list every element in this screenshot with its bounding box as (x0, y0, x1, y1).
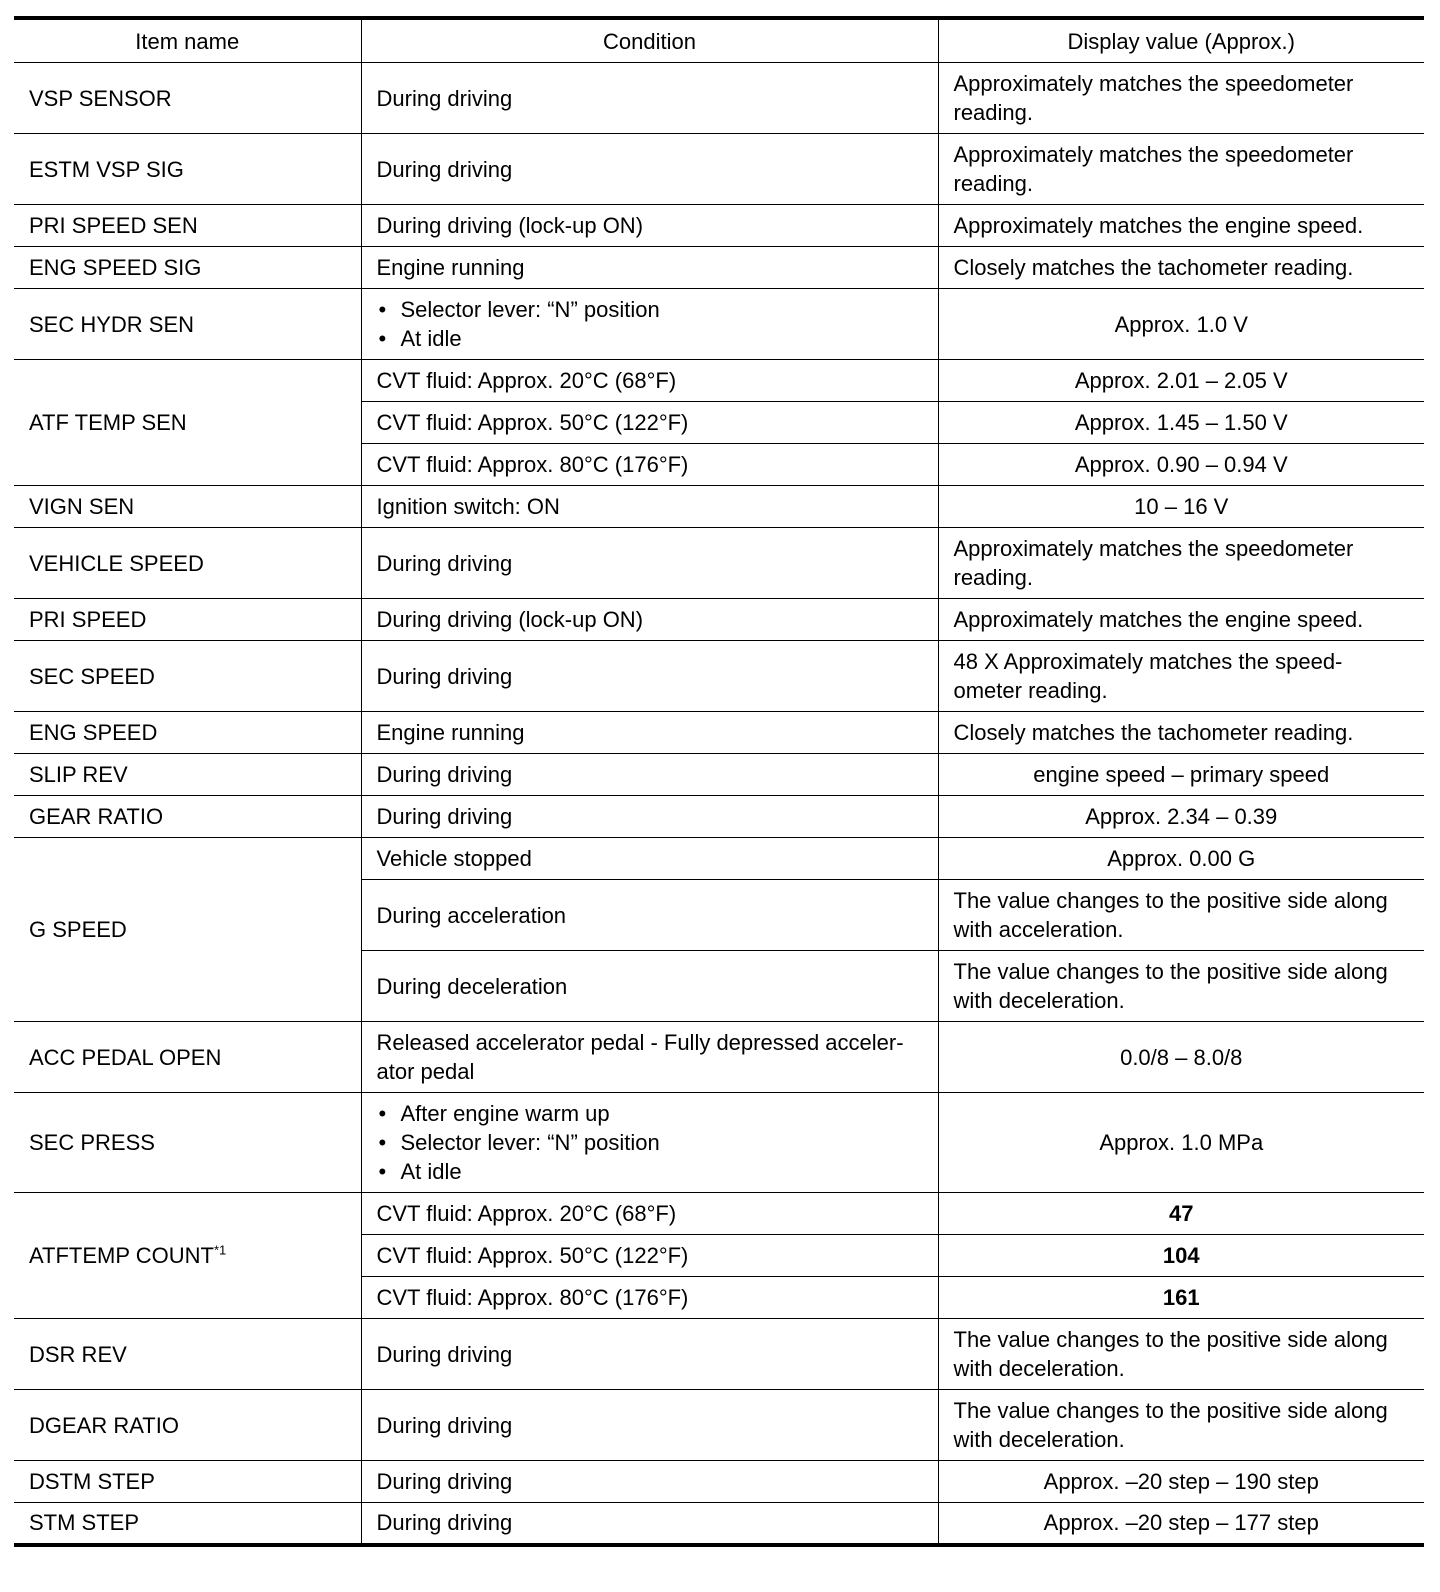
condition-bullet-list (377, 295, 923, 353)
condition: During driving (361, 1503, 938, 1545)
item-name: STM STEP (14, 1503, 361, 1545)
table-row (14, 796, 1424, 838)
display-value: Approximately matches the engine speed. (938, 205, 1424, 247)
condition: During driving (lock-up ON) (361, 205, 938, 247)
monitor-item-table (14, 16, 1424, 1547)
table-row (14, 712, 1424, 754)
condition-bullet: • Selector lever: “N” position (377, 295, 923, 324)
condition: During driving (361, 1390, 938, 1461)
condition: CVT fluid: Approx. 80°C (176°F) (361, 444, 938, 486)
table-row (14, 205, 1424, 247)
item-name: DSTM STEP (14, 1461, 361, 1503)
display-value: Approximately matches the engine speed. (938, 599, 1424, 641)
table-row (14, 247, 1424, 289)
item-name: SEC PRESS (14, 1093, 361, 1193)
header-condition: Condition (361, 18, 938, 63)
table-row (14, 599, 1424, 641)
table-row (14, 1093, 1424, 1193)
display-value: Approx. 2.34 – 0.39 (938, 796, 1424, 838)
display-value: Closely matches the tachometer reading. (938, 247, 1424, 289)
display-value: 47 (938, 1193, 1424, 1235)
condition: Ignition switch: ON (361, 486, 938, 528)
table-row (14, 1319, 1424, 1390)
condition-bullet: • At idle (377, 1157, 923, 1186)
table-header-row (14, 18, 1424, 63)
item-name: DGEAR RATIO (14, 1390, 361, 1461)
condition: During driving (361, 528, 938, 599)
item-name-text: ATFTEMP COUNT (29, 1243, 214, 1268)
display-value: 104 (938, 1235, 1424, 1277)
table-row (14, 134, 1424, 205)
footnote-marker: *1 (213, 1242, 227, 1258)
item-name: SEC HYDR SEN (14, 289, 361, 360)
display-value: Approx. 0.00 G (938, 838, 1424, 880)
display-value: The value changes to the positive side along with deceleration. (938, 1319, 1424, 1390)
item-name: SLIP REV (14, 754, 361, 796)
item-name: ESTM VSP SIG (14, 134, 361, 205)
item-name: VIGN SEN (14, 486, 361, 528)
header-item-name: Item name (14, 18, 361, 63)
table-row (14, 360, 1424, 402)
display-value: Approx. 0.90 – 0.94 V (938, 444, 1424, 486)
display-value: 161 (938, 1277, 1424, 1319)
condition: During driving (361, 134, 938, 205)
display-value: The value changes to the positive side along with acceleration. (938, 880, 1424, 951)
display-value: Approx. –20 step – 177 step (938, 1503, 1424, 1545)
item-name (14, 1193, 361, 1319)
condition: CVT fluid: Approx. 80°C (176°F) (361, 1277, 938, 1319)
display-value: Approximately matches the speedometer reading. (938, 63, 1424, 134)
display-value: Approx. 2.01 – 2.05 V (938, 360, 1424, 402)
condition-bullet: • After engine warm up (377, 1099, 923, 1128)
table-row (14, 1461, 1424, 1503)
table-row (14, 1503, 1424, 1545)
condition: During driving (361, 641, 938, 712)
display-value: Approximately matches the speedometer reading. (938, 134, 1424, 205)
condition: During driving (361, 63, 938, 134)
item-name: ENG SPEED SIG (14, 247, 361, 289)
item-name: SEC SPEED (14, 641, 361, 712)
display-value: Approx. 1.45 – 1.50 V (938, 402, 1424, 444)
display-value: Approx. 1.0 MPa (938, 1093, 1424, 1193)
condition (361, 289, 938, 360)
condition: CVT fluid: Approx. 50°C (122°F) (361, 402, 938, 444)
item-name: G SPEED (14, 838, 361, 1022)
display-value: Closely matches the tachometer reading. (938, 712, 1424, 754)
item-name: VEHICLE SPEED (14, 528, 361, 599)
table-row (14, 486, 1424, 528)
item-name: DSR REV (14, 1319, 361, 1390)
condition: During driving (361, 754, 938, 796)
table-row (14, 838, 1424, 880)
display-value: The value changes to the positive side along with deceleration. (938, 951, 1424, 1022)
condition (361, 1093, 938, 1193)
condition: CVT fluid: Approx. 50°C (122°F) (361, 1235, 938, 1277)
display-value: 48 X Approximately matches the speed-ometer reading. (938, 641, 1424, 712)
item-name: PRI SPEED (14, 599, 361, 641)
condition-bullet-list (377, 1099, 923, 1186)
table-row (14, 754, 1424, 796)
condition: During driving (361, 796, 938, 838)
condition: CVT fluid: Approx. 20°C (68°F) (361, 360, 938, 402)
table-row (14, 528, 1424, 599)
condition: Engine running (361, 712, 938, 754)
table-row (14, 1390, 1424, 1461)
condition: Released accelerator pedal - Fully depressed acceler-ator pedal (361, 1022, 938, 1093)
display-value: engine speed – primary speed (938, 754, 1424, 796)
item-name: VSP SENSOR (14, 63, 361, 134)
condition: Engine running (361, 247, 938, 289)
item-name: ATF TEMP SEN (14, 360, 361, 486)
condition: During driving (361, 1319, 938, 1390)
item-name: ENG SPEED (14, 712, 361, 754)
condition: Vehicle stopped (361, 838, 938, 880)
condition: CVT fluid: Approx. 20°C (68°F) (361, 1193, 938, 1235)
item-name: GEAR RATIO (14, 796, 361, 838)
table-row (14, 289, 1424, 360)
condition-bullet: • At idle (377, 324, 923, 353)
table-row (14, 1193, 1424, 1235)
table-row (14, 1022, 1424, 1093)
display-value: 10 – 16 V (938, 486, 1424, 528)
condition: During deceleration (361, 951, 938, 1022)
condition: During driving (lock-up ON) (361, 599, 938, 641)
condition: During acceleration (361, 880, 938, 951)
item-name: PRI SPEED SEN (14, 205, 361, 247)
item-name: ACC PEDAL OPEN (14, 1022, 361, 1093)
display-value: Approx. 1.0 V (938, 289, 1424, 360)
display-value: The value changes to the positive side along with deceleration. (938, 1390, 1424, 1461)
condition: During driving (361, 1461, 938, 1503)
display-value: 0.0/8 – 8.0/8 (938, 1022, 1424, 1093)
display-value: Approx. –20 step – 190 step (938, 1461, 1424, 1503)
condition-bullet: • Selector lever: “N” position (377, 1128, 923, 1157)
table-row (14, 641, 1424, 712)
table-row (14, 63, 1424, 134)
display-value: Approximately matches the speedometer reading. (938, 528, 1424, 599)
header-display-value: Display value (Approx.) (938, 18, 1424, 63)
